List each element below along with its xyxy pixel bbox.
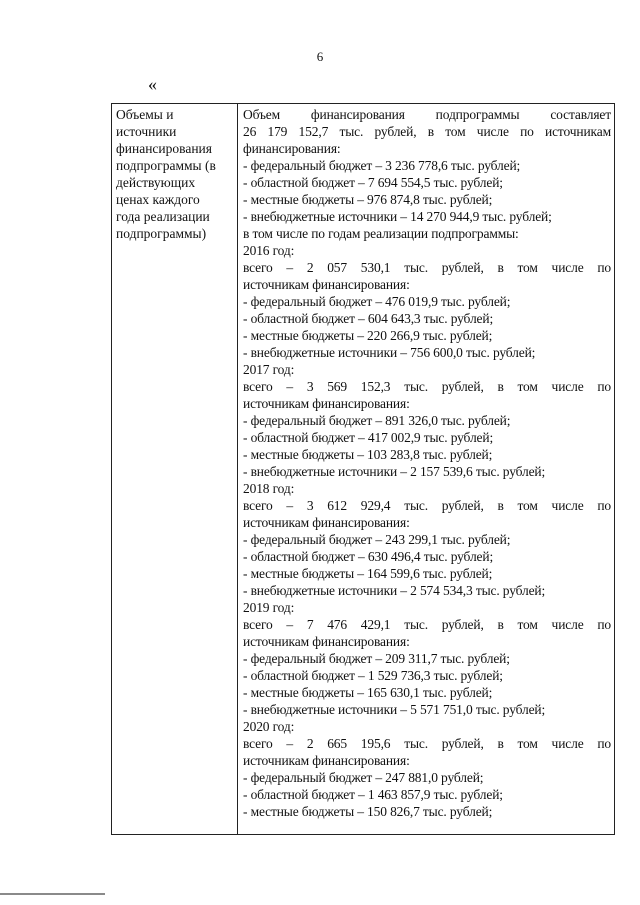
- content-line: 2020 год:: [243, 719, 295, 734]
- content-line: всего – 7 476 429,1 тыс. рублей, в том числе по: [243, 617, 611, 632]
- label-line: подпрограммы): [116, 226, 207, 241]
- content-line: 2019 год:: [243, 600, 295, 615]
- label-line: источники: [116, 124, 177, 139]
- content-line: - федеральный бюджет – 891 326,0 тыс. рублей;: [243, 413, 511, 428]
- page-number: 6: [316, 49, 324, 64]
- content-line: - внебюджетные источники – 2 157 539,6 тыс. рублей;: [243, 464, 546, 479]
- content-line: всего – 3 612 929,4 тыс. рублей, в том числе по: [243, 498, 611, 513]
- label-line: ценах каждого: [116, 192, 200, 207]
- content-line: источникам финансирования:: [243, 396, 410, 411]
- content-line: - местные бюджеты – 164 599,6 тыс. рублей;: [243, 566, 493, 581]
- content-line: - местные бюджеты – 150 826,7 тыс. рублей;: [243, 804, 493, 819]
- content-line: источникам финансирования:: [243, 277, 410, 292]
- content-line: источникам финансирования:: [243, 753, 410, 768]
- content-line: - федеральный бюджет – 243 299,1 тыс. рублей;: [243, 532, 511, 547]
- content-line: - местные бюджеты – 165 630,1 тыс. рублей;: [243, 685, 493, 700]
- opening-quote-mark: «: [148, 74, 157, 94]
- content-line: - областной бюджет – 604 643,3 тыс. рублей;: [243, 311, 494, 326]
- content-line: - федеральный бюджет – 209 311,7 тыс. рублей;: [243, 651, 510, 666]
- content-line: - областной бюджет – 1 529 736,3 тыс. рублей;: [243, 668, 503, 683]
- content-line: - местные бюджеты – 220 266,9 тыс. рублей;: [243, 328, 493, 343]
- label-line: действующих: [116, 175, 196, 190]
- label-line: подпрограммы (в: [116, 158, 216, 173]
- content-line: - областной бюджет – 630 496,4 тыс. рублей;: [243, 549, 494, 564]
- content-line: всего – 2 665 195,6 тыс. рублей, в том числе по: [243, 736, 611, 751]
- content-line: - местные бюджеты – 103 283,8 тыс. рублей;: [243, 447, 493, 462]
- content-line: - внебюджетные источники – 5 571 751,0 тыс. рублей;: [243, 702, 546, 717]
- footer-separator-line: [0, 893, 105, 895]
- content-line: - областной бюджет – 7 694 554,5 тыс. рублей;: [243, 175, 503, 190]
- label-line: финансирования: [116, 141, 212, 156]
- content-line: - областной бюджет – 417 002,9 тыс. рублей;: [243, 430, 494, 445]
- content-line: - федеральный бюджет – 3 236 778,6 тыс. рублей;: [243, 158, 521, 173]
- content-line: источникам финансирования:: [243, 515, 410, 530]
- content-line: 2016 год:: [243, 243, 295, 258]
- table-content-cell: [238, 104, 614, 834]
- content-line: - областной бюджет – 1 463 857,9 тыс. рублей;: [243, 787, 503, 802]
- content-line: в том числе по годам реализации подпрограммы:: [243, 226, 519, 241]
- content-line: - внебюджетные источники – 2 574 534,3 тыс. рублей;: [243, 583, 546, 598]
- content-line: - внебюджетные источники – 756 600,0 тыс. рублей;: [243, 345, 536, 360]
- label-line: года реализации: [116, 209, 210, 224]
- content-line: 2018 год:: [243, 481, 295, 496]
- content-line: 26 179 152,7 тыс. рублей, в том числе по источникам: [243, 124, 611, 139]
- content-line: Объем финансирования подпрограммы составляет: [243, 107, 611, 122]
- funding-table: [111, 103, 615, 835]
- label-line: Объемы и: [116, 107, 174, 122]
- table-label-cell: [112, 104, 238, 834]
- content-line: - федеральный бюджет – 247 881,0 рублей;: [243, 770, 484, 785]
- content-line: финансирования:: [243, 141, 341, 156]
- content-line: источникам финансирования:: [243, 634, 410, 649]
- content-line: - местные бюджеты – 976 874,8 тыс. рублей;: [243, 192, 493, 207]
- content-line: всего – 3 569 152,3 тыс. рублей, в том числе по: [243, 379, 611, 394]
- content-line: - федеральный бюджет – 476 019,9 тыс. рублей;: [243, 294, 511, 309]
- content-line: 2017 год:: [243, 362, 295, 377]
- content-line: - внебюджетные источники – 14 270 944,9 тыс. рублей;: [243, 209, 552, 224]
- content-line: всего – 2 057 530,1 тыс. рублей, в том числе по: [243, 260, 611, 275]
